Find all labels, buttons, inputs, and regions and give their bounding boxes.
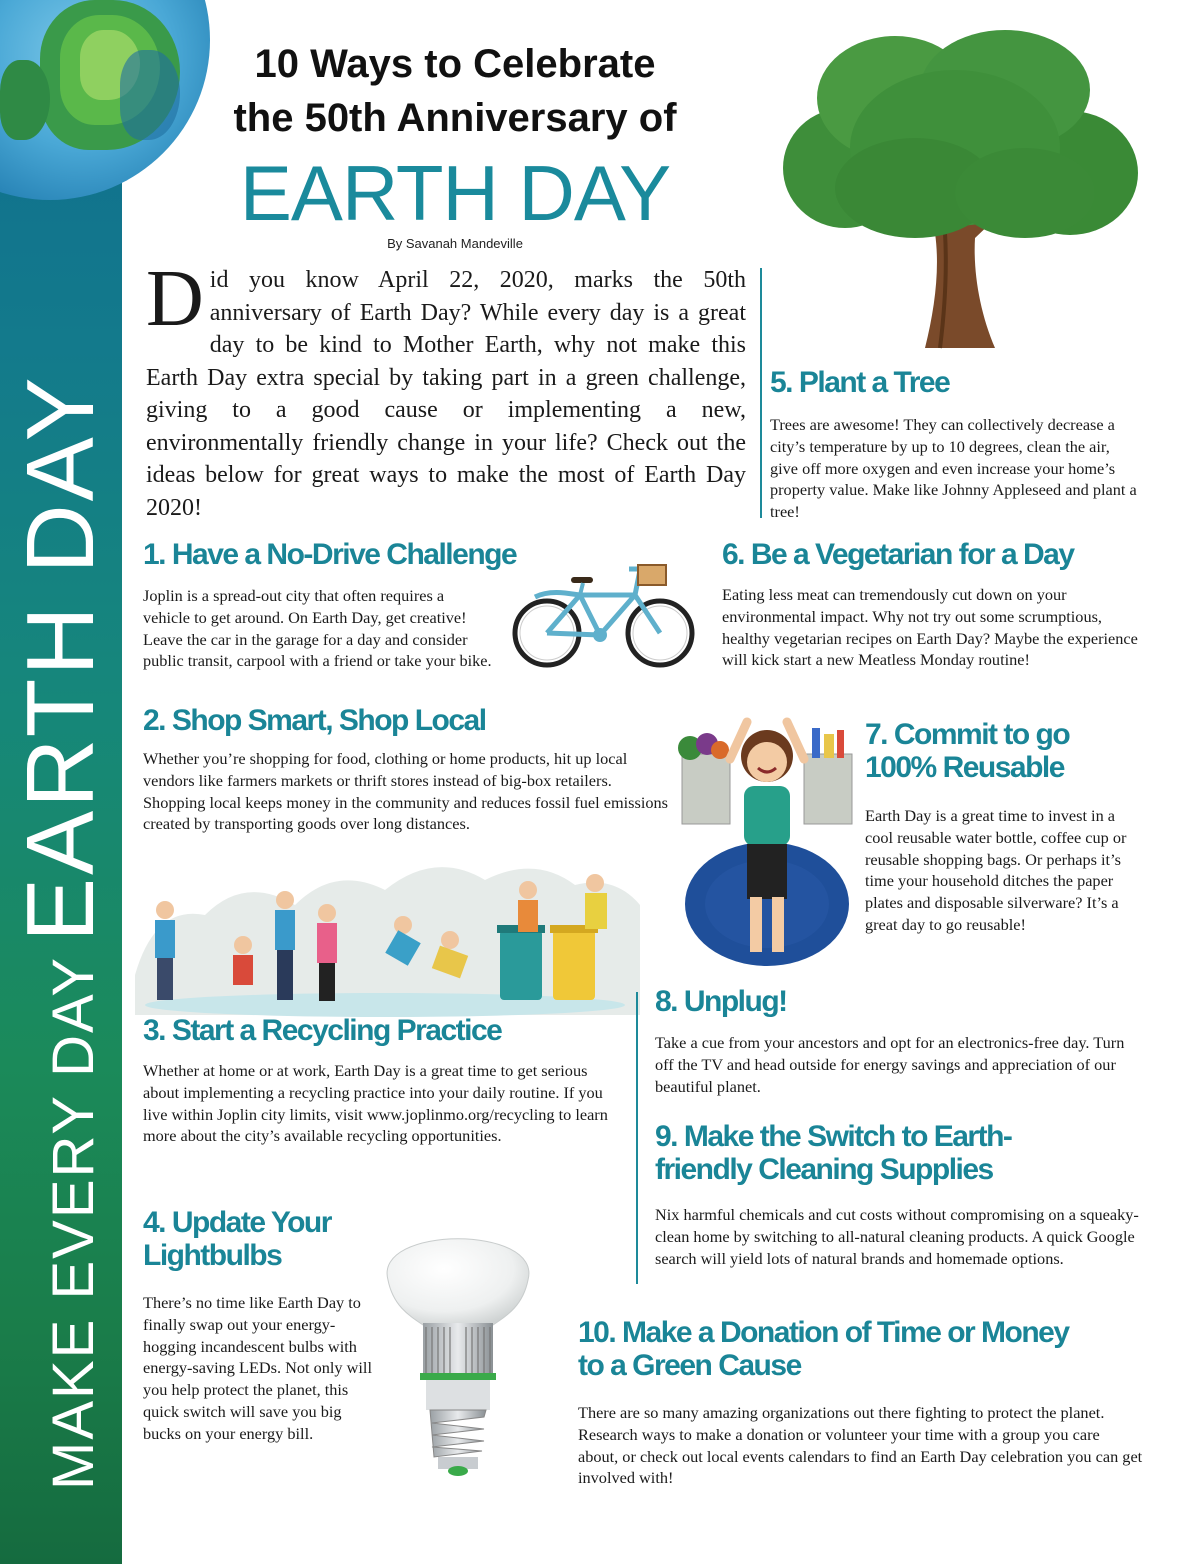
bicycle-illustration (505, 555, 700, 670)
intro-text: id you know April 22, 2020, marks the 50th anniversary of Earth Day? While every day is a great day to be kind to Mother Earth, why not make this Earth Day extra special by taking part in a green challenge, giving to a good cause or implementing a new, environmentally friendly change in your life? Check out the ideas below for great ways to make the most of Earth Day 2020! (146, 267, 746, 521)
byline: By Savanah Mandeville (387, 236, 523, 251)
title-line-1: 10 Ways to Celebrate (254, 42, 656, 86)
tip-6-body: Eating less meat can tremendously cut down on your environmental impact. Why not try out some scrumptious, healthy vegetarian recipes on Earth Day? Maybe the experience will kick start a new Meatless Monday routine! (722, 585, 1138, 670)
tree-illustration (775, 18, 1145, 378)
tip-10-body: There are so many amazing organizations out there fighting to protect the planet. Research ways to make a donation or volunteer your time with a group you care about, or check out local events calendars to find an Earth Day celebration you can get involved with! (578, 1403, 1143, 1488)
tip-6-heading: 6. Be a Vegetarian for a Day (722, 538, 1074, 571)
tip-7-body: Earth Day is a great time to invest in a cool reusable water bottle, coffee cup or reusable shopping bags. Or perhaps it’s time your household ditches the paper plates and disposable silverware? It’s a great day to go reusable! (865, 806, 1127, 934)
tip-5-heading: 5. Plant a Tree (770, 366, 950, 399)
tip-7-heading: 7. Commit to go 100% Reusable (865, 718, 1070, 784)
tip-8-heading: 8. Unplug! (655, 985, 787, 1018)
title-line-2: the 50th Anniversary of (233, 96, 677, 140)
tip-1-heading: 1. Have a No-Drive Challenge (143, 538, 517, 571)
reusable-bags-illustration (672, 714, 862, 969)
tip-10-heading: 10. Make a Donation of Time or Money to a Green Cause (578, 1316, 1069, 1382)
tip-4-body: There’s no time like Earth Day to finally swap out your energy-hogging incandescent bulbs with energy-saving LEDs. Not only will you help protect the planet, this quick switch will save you big bucks on your energy bill. (143, 1293, 372, 1443)
tip-3-heading: 3. Start a Recycling Practice (143, 1014, 502, 1047)
tip-2-heading: 2. Shop Smart, Shop Local (143, 704, 486, 737)
tip-9-heading: 9. Make the Switch to Earth-friendly Cleaning Supplies (655, 1120, 1012, 1186)
tip-8-body: Take a cue from your ancestors and opt for an electronics-free day. Turn off the TV and head outside for energy savings and appreciation of our beautiful planet. (655, 1033, 1125, 1096)
intro-paragraph (146, 255, 746, 524)
led-lightbulb-illustration (368, 1195, 548, 1485)
dropcap: D (146, 255, 204, 343)
tip-1-body: Joplin is a spread-out city that often requires a vehicle to get around. On Earth Day, get creative! Leave the car in the garage for a day and consider public transit, carpool with a friend or take your bike. (143, 586, 492, 671)
tip-2-body: Whether you’re shopping for food, clothing or home products, hit up local vendors like farmers markets or thrift stores instead of big-box retailers. Shopping local keeps money in the community and reduces fossil fuel emissions created by transporting goods over long distances. (143, 749, 668, 834)
banner-small-text: MAKE EVERY DAY (41, 955, 106, 1490)
page-title: EARTH DAY (239, 149, 671, 237)
tip-4-heading: 4. Update Your Lightbulbs (143, 1206, 331, 1272)
recycling-people-illustration (135, 845, 640, 1023)
tip-9-body: Nix harmful chemicals and cut costs without compromising on a squeaky-clean home by switching to all-natural cleaning products. A quick Google search will yield lots of natural brands and homemade options. (655, 1205, 1139, 1268)
divider-line-2 (636, 992, 638, 1284)
banner-big-text: EARTH DAY (7, 374, 114, 942)
banner-text (0, 170, 122, 1490)
divider-line (760, 268, 762, 518)
sidebar-banner (0, 0, 122, 1564)
tip-5-body: Trees are awesome! They can collectively decrease a city’s temperature by up to 10 degrees, clean the air, give off more oxygen and even increase your home’s property value. Make like Johnny Appleseed and plant a tree! (770, 415, 1137, 522)
tip-3-body: Whether at home or at work, Earth Day is a great time to get serious about implementing a recycling practice into your daily routine. If you live within Joplin city limits, visit www.joplinmo.org/recycling to learn more about the city’s available recycling opportunities. (143, 1061, 608, 1146)
